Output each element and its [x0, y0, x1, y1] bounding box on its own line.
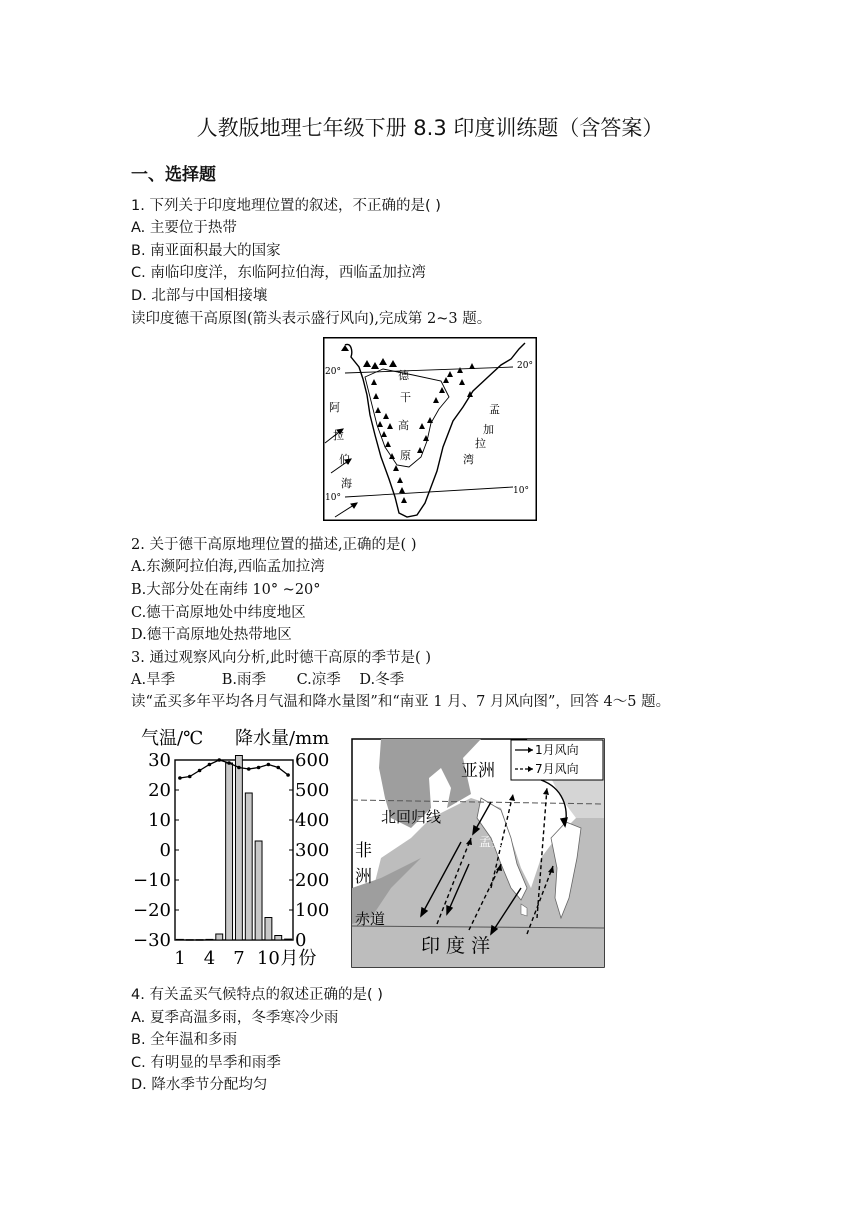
question-3-option-a: A.旱季: [131, 672, 176, 688]
mumbai-climate-chart: [131, 718, 349, 970]
label-indian-ocean: 印 度 洋: [421, 935, 491, 957]
label-la2: 拉: [475, 437, 486, 450]
legend-jan: 1月风向: [535, 743, 579, 757]
x-tick-label: 7: [233, 948, 245, 969]
label-meng: 孟: [489, 403, 500, 416]
question-1-stem: 1. 下列关于印度地理位置的叙述，不正确的是( ): [131, 198, 441, 214]
lat-20-right-label: 20°: [517, 361, 533, 371]
left-tick-label: 0: [159, 840, 171, 861]
plot-frame: [175, 760, 293, 940]
label-equator: 赤道: [355, 910, 386, 928]
question-2-option-a: A.东濒阿拉伯海,西临孟加拉湾: [131, 559, 325, 575]
left-tick-label: 10: [148, 810, 171, 831]
label-yuan: 原: [400, 449, 411, 462]
question-2-option-c: C.德干高原地处中纬度地区: [131, 605, 306, 621]
question-3-options: [131, 670, 404, 690]
question-2-stem: 2. 关于德干高原地理位置的描述,正确的是( ): [131, 537, 417, 553]
deccan-plateau-map: [323, 337, 537, 521]
question-4-option-b: B. 全年温和多雨: [131, 1032, 238, 1048]
question-1-option-a: A. 主要位于热带: [131, 220, 237, 236]
legend-jul: 7月风向: [535, 762, 579, 776]
precip-bar-2: [186, 940, 193, 941]
y-left-label: 气温/℃: [141, 728, 204, 749]
precip-bar-7: [235, 756, 242, 941]
temperature-point-8: [247, 767, 251, 771]
temperature-point-3: [198, 769, 202, 773]
precip-bar-10: [265, 918, 272, 941]
temperature-point-12: [286, 773, 290, 777]
question-2-option-b: B.大部分处在南纬 10° ~20°: [131, 582, 321, 598]
label-asia: 亚洲: [461, 761, 495, 781]
precip-bar-9: [255, 841, 262, 940]
temperature-point-7: [237, 766, 241, 770]
right-tick-label: 0: [295, 930, 307, 951]
x-tick-label: 10: [256, 948, 280, 969]
temperature-point-2: [188, 775, 192, 779]
temperature-point-4: [208, 763, 212, 767]
right-tick-label: 200: [295, 870, 330, 891]
precip-bar-8: [245, 793, 252, 940]
label-tropic: 北回归线: [381, 808, 442, 826]
temperature-point-10: [267, 763, 271, 767]
x-axis-label: 月份: [280, 948, 317, 969]
temperature-point-1: [178, 776, 182, 780]
question-1-option-d: D. 北部与中国相接壤: [131, 288, 268, 304]
question-3-option-b: B.雨季: [221, 672, 266, 688]
temperature-line: [180, 760, 288, 778]
question-1-option-c: C. 南临印度洋，东临阿拉伯海，西临孟加拉湾: [131, 265, 426, 281]
question-4-option-d: D. 降水季节分配均匀: [131, 1077, 268, 1093]
precip-bar-6: [226, 763, 233, 940]
page-title: 人教版地理七年级下册 8.3 印度训练题（含答案）: [196, 116, 664, 140]
label-fei: 非: [355, 841, 372, 861]
south-asia-wind-map: [351, 738, 605, 968]
right-tick-label: 500: [295, 780, 330, 801]
label-hai: 海: [341, 477, 352, 490]
question-1-option-b: B. 南亚面积最大的国家: [131, 243, 281, 259]
precip-bar-4: [206, 939, 213, 940]
precip-bar-11: [275, 936, 282, 941]
label-zhou: 洲: [355, 867, 372, 887]
left-tick-label: −30: [133, 930, 171, 951]
question-2-option-d: D.德干高原地处热带地区: [131, 627, 292, 643]
temperature-point-6: [227, 761, 231, 765]
label-bo: 伯: [339, 453, 350, 466]
intro-questions-4-5: 读“孟买多年平均各月气温和降水量图”和“南亚 1 月、7 月风向图”，回答 4～5 题。: [131, 694, 671, 710]
question-4-option-c: C. 有明显的旱季和雨季: [131, 1055, 281, 1071]
x-tick-label: 4: [203, 948, 216, 969]
label-de: 德: [398, 369, 409, 382]
precip-bar-5: [216, 934, 223, 940]
right-tick-label: 600: [295, 750, 330, 771]
lat-20-left-label: 20°: [325, 367, 341, 377]
x-tick-label: 1: [174, 948, 186, 969]
left-tick-label: −20: [133, 900, 171, 921]
precip-bar-3: [196, 940, 203, 941]
left-tick-label: −10: [133, 870, 171, 891]
label-wan: 湾: [463, 453, 474, 466]
right-tick-label: 300: [295, 840, 330, 861]
lat-10-right-label: 10°: [513, 486, 529, 496]
label-la: 拉: [333, 429, 344, 442]
right-tick-label: 400: [295, 810, 330, 831]
temperature-point-5: [217, 758, 221, 762]
left-tick-label: 20: [148, 780, 171, 801]
label-gao: 高: [398, 419, 409, 432]
question-3-option-d: D.冬季: [359, 672, 405, 688]
temperature-point-11: [276, 766, 280, 770]
right-tick-label: 100: [295, 900, 330, 921]
label-a: 阿: [329, 401, 340, 414]
temperature-point-9: [257, 766, 261, 770]
question-3-stem: 3. 通过观察风向分析,此时德干高原的季节是( ): [131, 650, 431, 666]
label-gan: 干: [400, 391, 411, 404]
left-tick-label: 30: [148, 750, 171, 771]
label-mumbai: 孟买: [479, 835, 504, 849]
question-4-stem: 4. 有关孟买气候特点的叙述正确的是( ): [131, 987, 383, 1003]
y-right-label: 降水量/mm: [235, 728, 330, 749]
intro-questions-2-3: 读印度德干高原图(箭头表示盛行风向),完成第 2~3 题。: [131, 311, 492, 327]
label-jia: 加: [483, 423, 494, 436]
question-3-option-c: C.凉季: [296, 672, 341, 688]
section-heading: 一、选择题: [131, 165, 216, 185]
question-4-option-a: A. 夏季高温多雨，冬季寒冷少雨: [131, 1010, 339, 1026]
lat-10-left-label: 10°: [325, 493, 341, 503]
